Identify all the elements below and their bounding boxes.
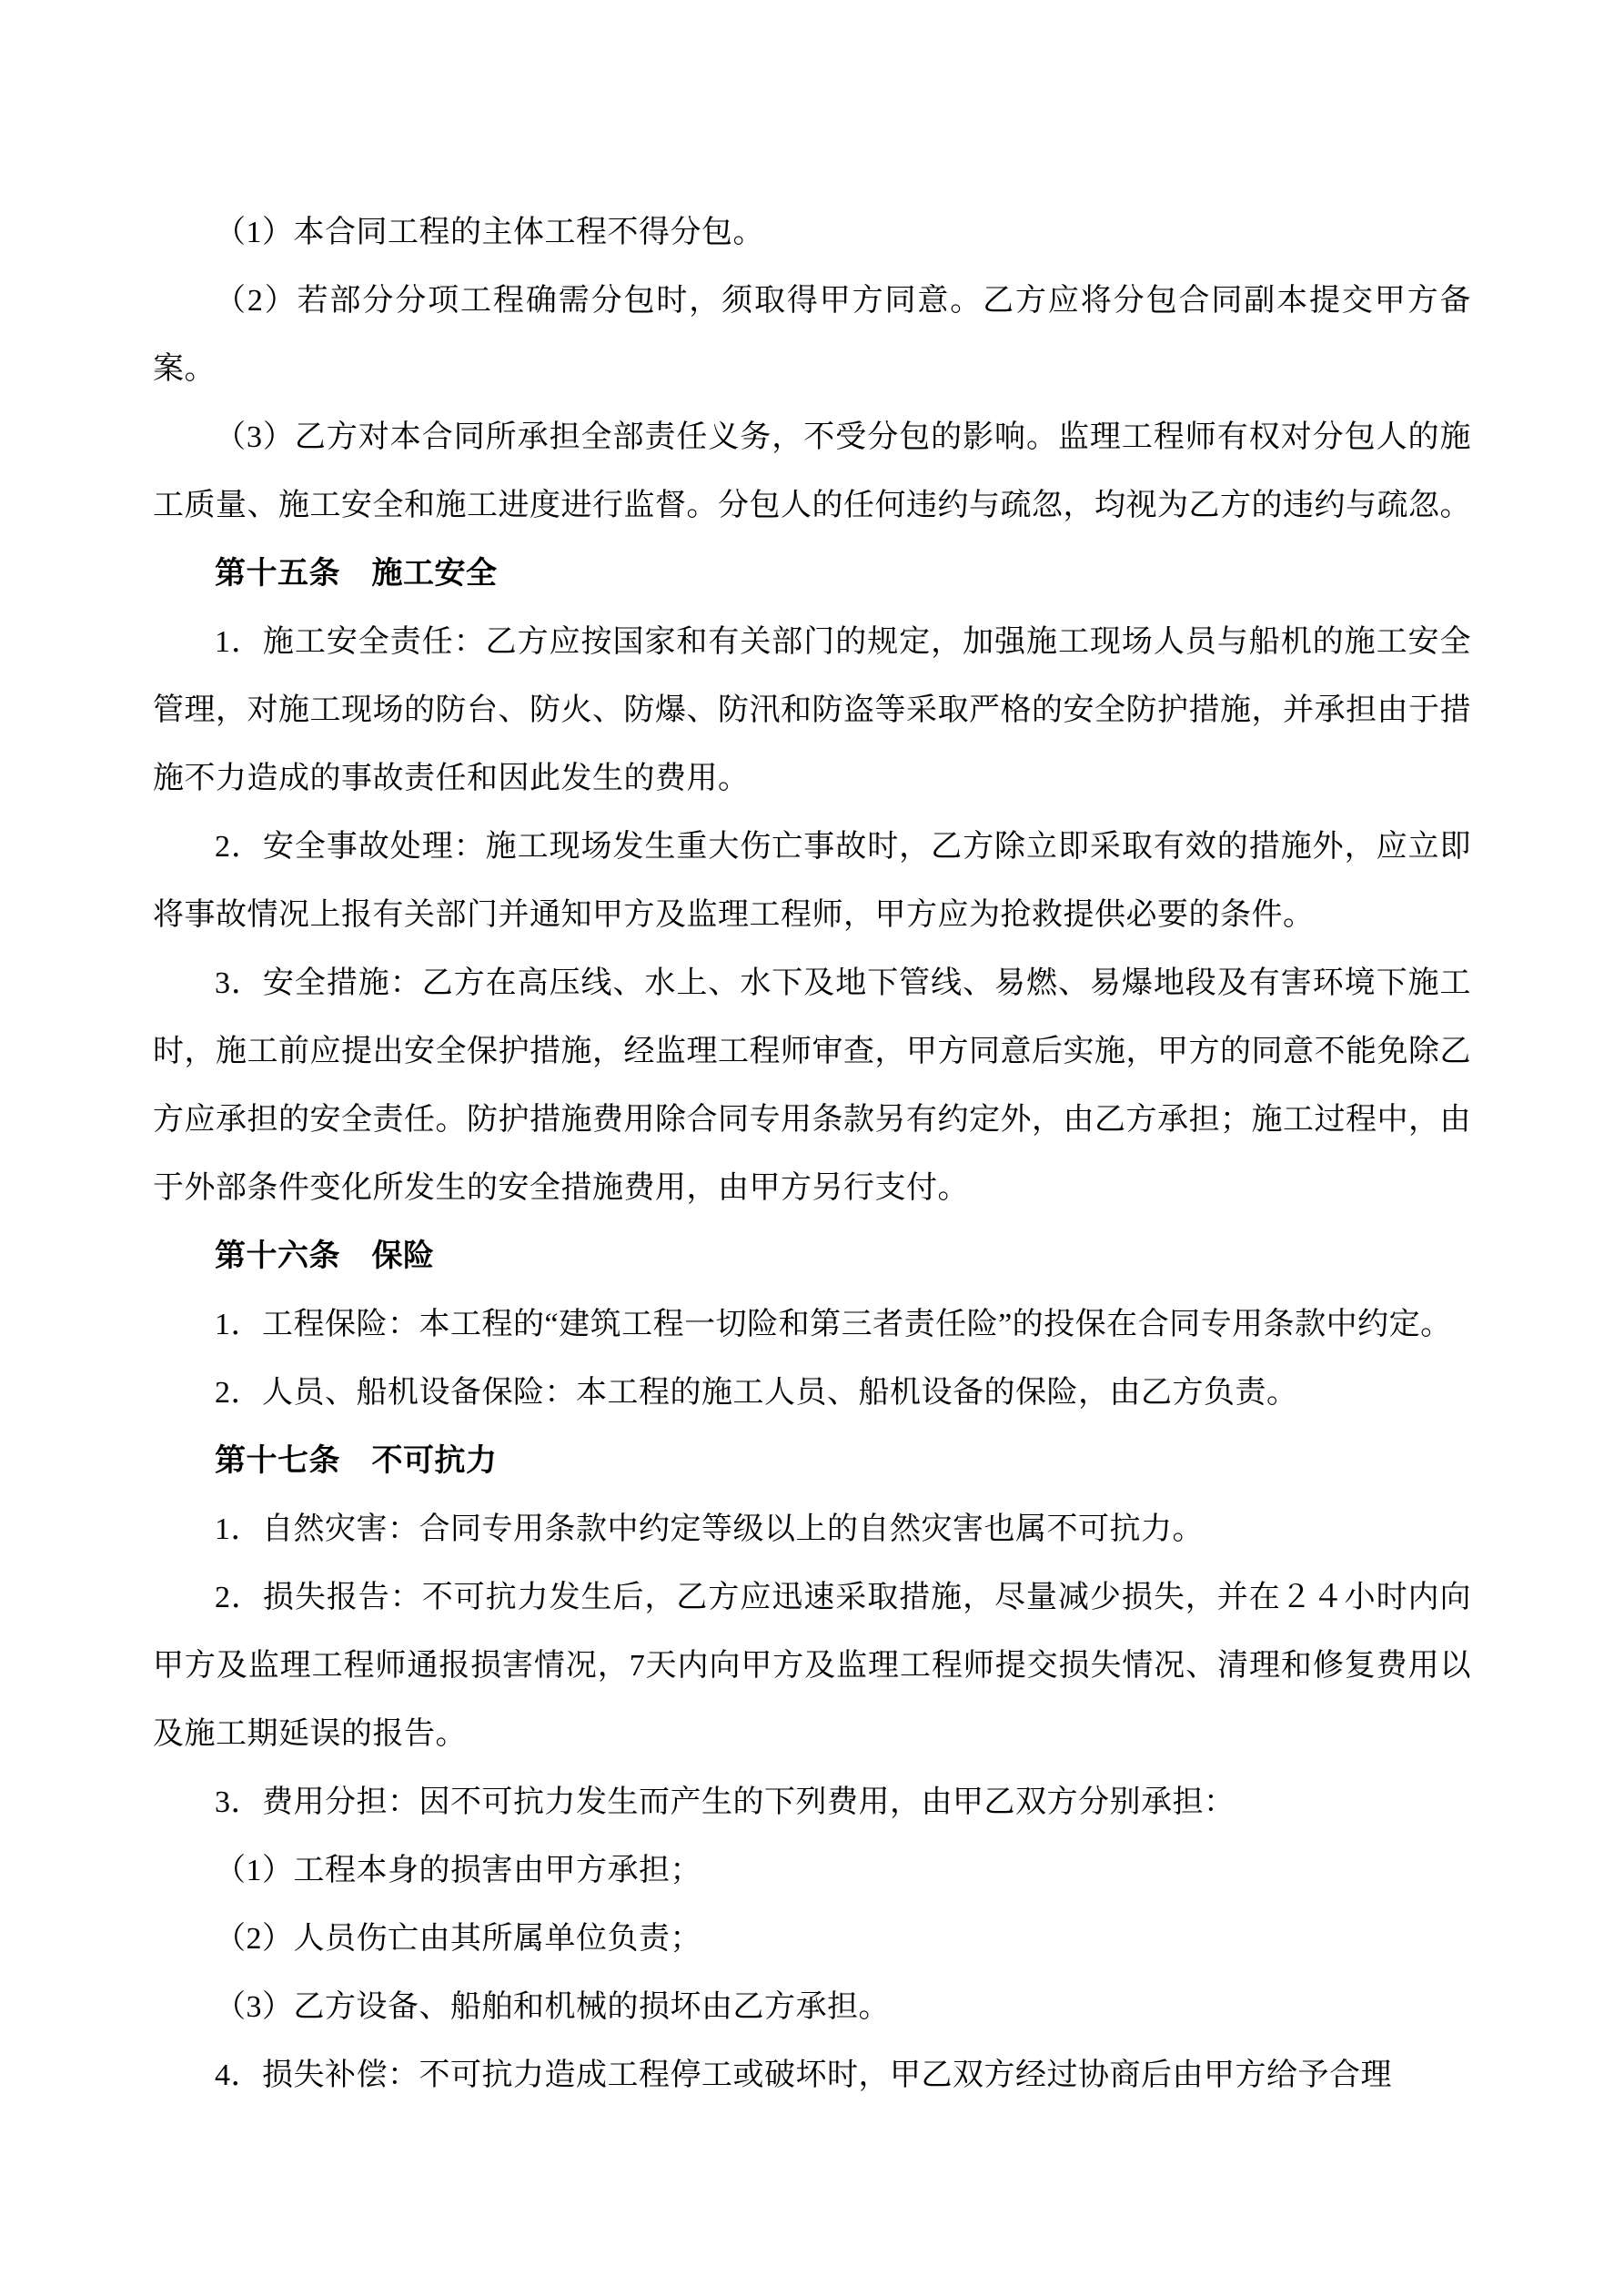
paragraph: （2）人员伤亡由其所属单位负责；	[215, 1922, 701, 1956]
paragraph: 1．工程保险：本工程的“建筑工程一切险和第三者责任险”的投保在合同专用条款中约定。	[215, 1308, 1452, 1341]
paragraph: 3．费用分担：因不可抗力发生而产生的下列费用，由甲乙双方分别承担：	[215, 1785, 1236, 1819]
paragraph: （2）若部分分项工程确需分包时，须取得甲方同意。乙方应将分包合同副本提交甲方备案。	[153, 284, 1471, 386]
paragraph: 2．安全事故处理：施工现场发生重大伤亡事故时，乙方除立即采取有效的措施外，应立即将事故情况上报有关部门并通知甲方及监理工程师，甲方应为抢救提供必要的条件。	[153, 830, 1471, 932]
paragraph: 1．施工安全责任：乙方应按国家和有关部门的规定，加强施工现场人员与船机的施工安全管理，对施工现场的防台、防火、防爆、防汛和防盗等采取严格的安全防护措施，并承担由于措施不力造成的事故责任和因此发生的费用。	[153, 625, 1471, 795]
paragraph: 2．人员、船机设备保险：本工程的施工人员、船机设备的保险，由乙方负责。	[215, 1376, 1298, 1410]
paragraph: （3）乙方设备、船舶和机械的损坏由乙方承担。	[215, 1990, 890, 2024]
section-heading: 第十七条 不可抗力	[215, 1444, 498, 1478]
section-heading: 第十六条 保险	[215, 1239, 435, 1273]
paragraph: （1）工程本身的损害由甲方承担；	[215, 1854, 701, 1887]
paragraph: （1）本合同工程的主体工程不得分包。	[215, 216, 764, 249]
paragraph: 3．安全措施：乙方在高压线、水上、水下及地下管线、易燃、易爆地段及有害环境下施工时，施工前应提出安全保护措施，经监理工程师审查，甲方同意后实施，甲方的同意不能免除乙方应承担的安全责任。防护措施费用除合同专用条款另有约定外，由乙方承担；施工过程中，由于外部条件变化所发生的安全措施费用，由甲方另行支付。	[153, 966, 1471, 1205]
paragraph: （3）乙方对本合同所承担全部责任义务，不受分包的影响。监理工程师有权对分包人的施工质量、施工安全和施工进度进行监督。分包人的任何违约与疏忽，均视为乙方的违约与疏忽。	[153, 420, 1471, 522]
section-heading: 第十五条 施工安全	[215, 557, 498, 591]
paragraph: 2．损失报告：不可抗力发生后，乙方应迅速采取措施，尽量减少损失，并在２４小时内向甲方及监理工程师通报损害情况，7天内向甲方及监理工程师提交损失情况、清理和修复费用以及施工期延误的报告。	[153, 1581, 1471, 1751]
paragraph: 1．自然灾害：合同专用条款中约定等级以上的自然灾害也属不可抗力。	[215, 1512, 1204, 1546]
document-content	[153, 198, 1471, 2109]
paragraph: 4．损失补偿：不可抗力造成工程停工或破坏时，甲乙双方经过协商后由甲方给予合理	[215, 2058, 1392, 2092]
